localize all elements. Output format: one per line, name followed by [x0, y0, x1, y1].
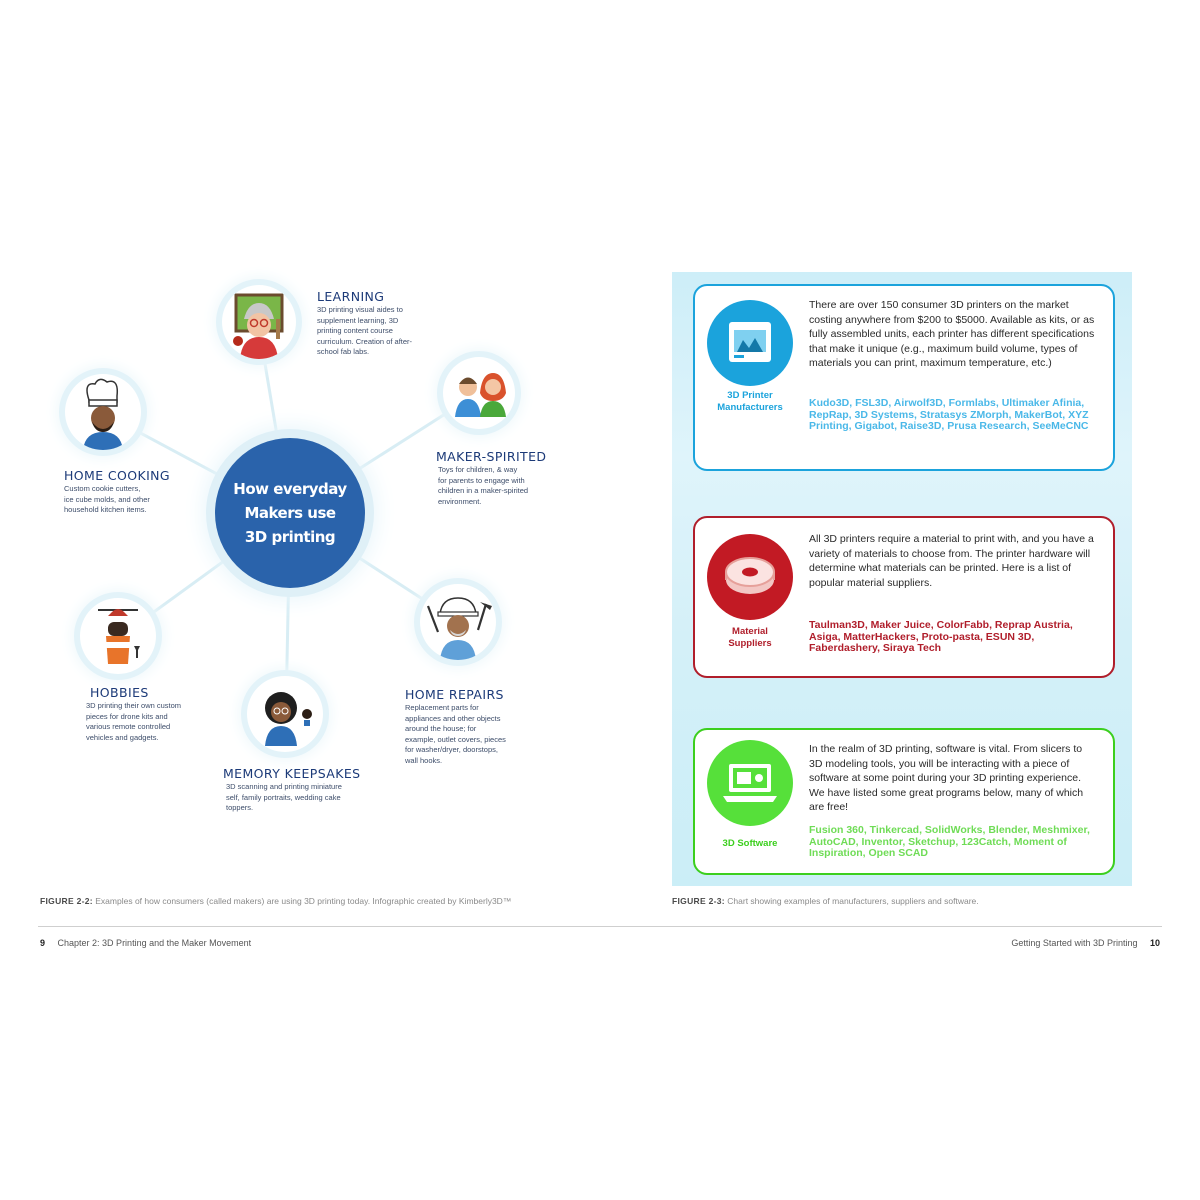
- printer-icon: [707, 300, 793, 386]
- material-suppliers-caption: Material Suppliers: [728, 626, 772, 649]
- hub-line-2: Makers use: [244, 504, 336, 522]
- left-running-head: Chapter 2: 3D Printing and the Maker Movement: [57, 938, 252, 948]
- footer-divider: [38, 926, 1162, 927]
- memory-keepsake-icon: [247, 676, 323, 752]
- hub-line-3: 3D printing: [244, 528, 336, 546]
- memory-keepsakes-description: 3D scanning and printing miniature self, family portraits, wedding cake toppers.: [226, 782, 342, 812]
- home-cooking-description: Custom cookie cutters, ice cube molds, and other household kitchen items.: [64, 484, 150, 514]
- right-page-footer: [1011, 938, 1160, 948]
- left-page-number: 9: [40, 938, 46, 948]
- figure-2-2-label: FIGURE 2-2:: [40, 896, 93, 906]
- learning-description: 3D printing visual aides to supplement learning, 3D printing content course curriculum. Creation of after- school fab labs.: [317, 305, 413, 356]
- filament-spool-icon: [707, 534, 793, 620]
- chef-icon: [65, 374, 141, 450]
- software-body: In the realm of 3D printing, software is vital. From slicers to 3D modeling tools, you will be interacting with a piece of software at some point during your 3D printing experience. We have listed some great programs below, many of which are free!: [809, 743, 1084, 813]
- maker-spirited-description: Toys for children, & way for parents to engage with children in a maker-spirited environment.: [438, 465, 529, 506]
- hobbies-title: HOBBIES: [90, 685, 149, 700]
- home-repairs-title: HOME REPAIRS: [405, 687, 504, 702]
- printer-manufacturers-caption: 3D Printer Manufacturers: [717, 390, 783, 413]
- material-suppliers-list: Taulman3D, Maker Juice, ColorFabb, Reprap Austria, Asiga, MatterHackers, Proto-pasta, ESUN 3D, Faberdashery, Siraya Tech: [809, 619, 1073, 654]
- material-suppliers-card: [693, 516, 1115, 678]
- home-cooking-title: HOME COOKING: [64, 468, 171, 483]
- right-page-number: 10: [1149, 938, 1160, 948]
- hub-circle: [215, 438, 365, 588]
- figure-2-3-caption: [672, 896, 979, 906]
- material-suppliers-body: All 3D printers require a material to print with, and you have a variety of materials to choose from. The printer hardware will determine what materials can be printed. Here is a list of popular material suppliers.: [809, 533, 1094, 589]
- figure-2-3-label: FIGURE 2-3:: [672, 896, 725, 906]
- figure-2-2-caption: [40, 896, 511, 906]
- learning-teacher-icon: [222, 285, 296, 359]
- hobbies-drone-icon: [80, 598, 156, 674]
- memory-keepsakes-title: MEMORY KEEPSAKES: [223, 766, 361, 781]
- printer-manufacturers-card: [693, 284, 1115, 471]
- software-list: Fusion 360, Tinkercad, SolidWorks, Blender, Meshmixer, AutoCAD, Inventor, Sketchup, 123Catch, Moment of Inspiration, Open SCAD: [809, 824, 1090, 859]
- hub-line-1: How everyday: [233, 480, 347, 498]
- right-running-head: Getting Started with 3D Printing: [1011, 938, 1138, 948]
- software-caption: 3D Software: [722, 838, 778, 849]
- left-page-footer: [40, 938, 251, 948]
- figure-2-3-text: Chart showing examples of manufacturers, suppliers and software.: [727, 896, 979, 906]
- maker-family-icon: [443, 357, 515, 429]
- laptop-icon: [707, 740, 793, 826]
- home-repairs-description: Replacement parts for appliances and other objects around the house; for example, outlet covers, pieces for washer/dryer, doorstops, wall hooks.: [405, 703, 506, 765]
- printer-manufacturers-list: Kudo3D, FSL3D, Airwolf3D, Formlabs, Ultimaker Afinia, RepRap, 3D Systems, Stratasys ZMorph, MakerBot, XYZ Printing, Gigabot, Raise3D, Prusa Research, SeeMeCNC: [809, 397, 1089, 432]
- hobbies-description: 3D printing their own custom pieces for drone kits and various remote controlled vehicles and gadgets.: [86, 701, 182, 742]
- home-repairs-worker-icon: [420, 584, 496, 660]
- learning-title: LEARNING: [317, 289, 385, 304]
- figure-2-2-text: Examples of how consumers (called makers) are using 3D printing today. Infographic created by Kimberly3D™: [95, 896, 512, 906]
- printer-manufacturers-body: There are over 150 consumer 3D printers on the market costing anywhere from $200 to $5000. Available as kits, or as fully assembled units, each printer has different specifications that make it unique (e.g., maximum build volume, types of materials you can print, maximum temperature, etc.): [809, 299, 1095, 369]
- software-card: [693, 728, 1115, 875]
- maker-spirited-title: MAKER-SPIRITED: [436, 449, 547, 464]
